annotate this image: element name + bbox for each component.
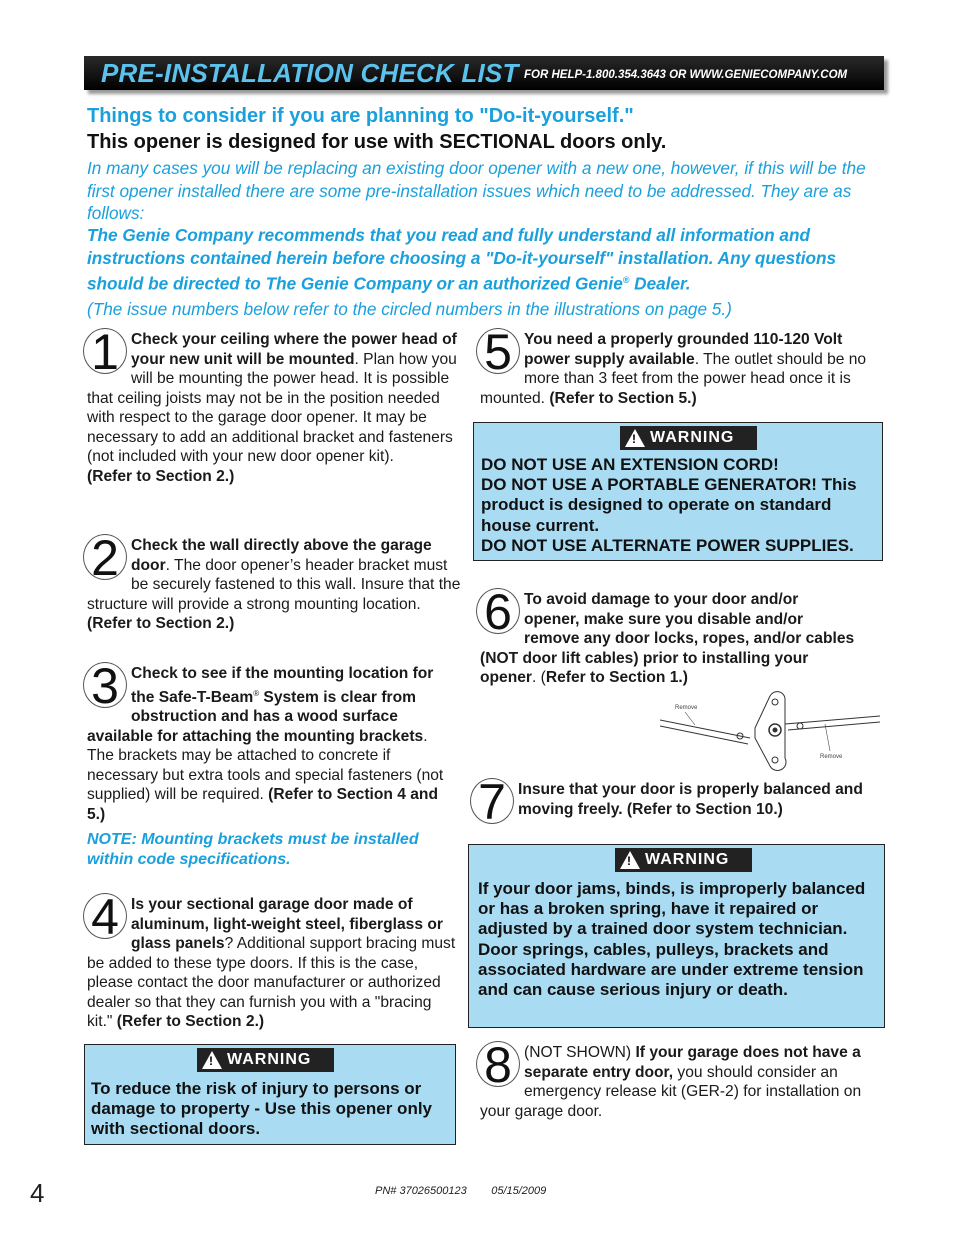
part-number-footer bbox=[375, 1185, 546, 1197]
checklist-item-8 bbox=[480, 1037, 883, 1121]
number-5: 5 bbox=[476, 328, 520, 374]
item-heading-cont: System is clear from obstruction and has a wood surface available for attaching the mounting brackets bbox=[87, 688, 424, 745]
page-number: 4 bbox=[30, 1178, 45, 1208]
intro-paragraph: In many cases you will be replacing an existing door opener with a new one, however, if this will be the first opener installed there are some pre-installation issues which need to be addressed. They are as follows: bbox=[87, 158, 866, 223]
item-prefix: (NOT SHOWN) bbox=[524, 1044, 636, 1061]
callout-right bbox=[825, 724, 830, 751]
mounting-note: NOTE: Mounting brackets must be installed within code specifications. bbox=[87, 831, 419, 868]
item-heading: You need a properly grounded 110-120 Volt power supply available bbox=[524, 331, 843, 368]
number-1: 1 bbox=[83, 328, 127, 374]
issue-note: (The issue numbers below refer to the circled numbers in the illustrations on page 5.) bbox=[87, 299, 732, 319]
warning-line: DO NOT USE A PORTABLE GENERATOR! This product is designed to operate on standard house current. bbox=[481, 475, 857, 535]
print-date: 05/15/2009 bbox=[491, 1185, 547, 1197]
intro-heading: This opener is designed for use with SECTIONAL doors only. bbox=[87, 131, 667, 153]
warning-icon: ! bbox=[625, 429, 645, 447]
recommendation-end: Dealer. bbox=[629, 273, 691, 294]
item-heading: If your garage does not have a separate entry door, bbox=[524, 1044, 861, 1081]
hole-top bbox=[772, 699, 778, 705]
warning-icon: ! bbox=[620, 851, 640, 869]
header-banner bbox=[84, 56, 884, 90]
page-title: PRE-INSTALLATION CHECK LIST bbox=[101, 58, 519, 88]
circled-number bbox=[83, 324, 127, 380]
item-heading: Check your ceiling where the power head of your new unit will be mounted bbox=[131, 331, 457, 368]
registered-mark: ® bbox=[622, 275, 630, 285]
warning-power-box bbox=[473, 422, 883, 561]
number-3: 3 bbox=[83, 662, 127, 708]
checklist-item-2 bbox=[87, 530, 463, 634]
checklist-item-4 bbox=[87, 889, 459, 1032]
checklist-item-3 bbox=[87, 658, 455, 824]
recommendation-text: The Genie Company recommends that you read and fully understand all information and instructions contained herein before choosing a "Do-it-yourself" installation. Any questions should be directed to The Genie Company or an authorized Genie bbox=[87, 225, 837, 294]
help-contact: FOR HELP-1.800.354.3643 OR WWW.GENIECOMPANY.COM bbox=[524, 69, 848, 81]
item-heading: Is your sectional garage door made of aluminum, light-weight steel, fiberglass or glass panels bbox=[131, 896, 443, 952]
warning-door-box bbox=[468, 844, 885, 1028]
warning-power-text bbox=[481, 455, 881, 556]
item-text: . ( bbox=[532, 669, 546, 686]
intro-subheading: Things to consider if you are planning to "Do-it-yourself." bbox=[87, 105, 634, 127]
item-text: . The door opener’s header bracket must be securely fastened to this wall. Insure that the structure will provide a strong mounting location. bbox=[87, 556, 461, 613]
item-text: . The outlet should be no more than 3 feet from the power head once it is mounted. bbox=[480, 350, 867, 407]
item-reference: (Refer to Section 2.) bbox=[116, 1013, 265, 1030]
warning-door-text: If your door jams, binds, is improperly balanced or has a broken spring, have it repaired or adjusted by a trained door system technician. Door springs, cables, pulleys, brackets and associated hardware are under extreme tension and can cause serious injury or death. bbox=[478, 879, 866, 1000]
part-number: PN# 37026500123 bbox=[375, 1185, 467, 1197]
item-heading: Insure that your door is properly balanced and moving freely. (Refer to Section 10.) bbox=[518, 781, 863, 818]
item-reference: (Refer to Section 2.) bbox=[87, 615, 235, 632]
item-reference: (Refer to Section 5.) bbox=[549, 389, 697, 407]
link-right bbox=[797, 723, 803, 729]
warning-sectional-box bbox=[84, 1044, 456, 1145]
registered-mark: ® bbox=[253, 688, 260, 698]
circled-number bbox=[83, 658, 127, 714]
circled-number bbox=[83, 889, 127, 945]
checklist-item-1 bbox=[87, 324, 457, 486]
circled-number bbox=[476, 324, 520, 380]
item-text: . The brackets may be attached to concrete if necessary but extra tools and special fasteners (not supplied) will be required. bbox=[87, 727, 444, 804]
warning-sectional-text: To reduce the risk of injury to persons or damage to property - Use this opener only with sectional doors. bbox=[91, 1079, 433, 1139]
warning-label-text: WARNING bbox=[650, 429, 735, 446]
recommendation bbox=[87, 224, 897, 295]
item-reference: (Refer to Section 4 and 5.) bbox=[87, 786, 438, 823]
checklist-item-7 bbox=[474, 774, 874, 830]
circled-number bbox=[83, 530, 127, 586]
warning-label-text: WARNING bbox=[645, 851, 730, 868]
remove-label-left: Remove bbox=[675, 705, 698, 711]
remove-label-right: Remove bbox=[820, 754, 843, 760]
checklist-item-6 bbox=[480, 584, 855, 688]
warning-label bbox=[615, 848, 752, 872]
item-reference: Refer to Section 1.) bbox=[545, 669, 688, 686]
warning-label-text: WARNING bbox=[227, 1051, 312, 1068]
circled-number bbox=[476, 1037, 520, 1093]
hole-bottom bbox=[772, 757, 778, 763]
item-text: . Plan how you will be mounting the power head. It is possible that ceiling joists may not be in the position needed with respect to the garage door opener. It may be necessary to add an additional bracket and fasteners (not included with your new door opener kit). bbox=[87, 350, 457, 465]
warning-label bbox=[620, 426, 757, 450]
warning-icon: ! bbox=[202, 1051, 222, 1069]
lock-hub-center bbox=[773, 728, 778, 733]
item-text: you should consider an emergency release kit (GER-2) for installation on your garage door. bbox=[480, 1063, 862, 1120]
item-text: ? Additional support bracing must be added to these type doors. If this is the case, please contact the door manufacturer or authorized dealer so that they can furnish you with a "bracing kit." bbox=[87, 935, 456, 1030]
lock-removal-illustration bbox=[660, 688, 880, 772]
number-6: 6 bbox=[476, 588, 520, 634]
warning-line: DO NOT USE AN EXTENSION CORD! bbox=[481, 455, 779, 474]
warning-label bbox=[197, 1048, 334, 1072]
circled-number bbox=[470, 774, 514, 830]
number-2: 2 bbox=[83, 534, 127, 580]
warning-line: DO NOT USE ALTERNATE POWER SUPPLIES. bbox=[481, 535, 854, 555]
number-8: 8 bbox=[476, 1041, 520, 1087]
number-7: 7 bbox=[470, 778, 514, 824]
number-4: 4 bbox=[83, 893, 127, 939]
checklist-item-5 bbox=[480, 324, 878, 408]
item-heading: Check to see if the mounting location for the Safe-T-Beam bbox=[131, 665, 434, 706]
item-reference: (Refer to Section 2.) bbox=[87, 467, 235, 485]
callout-left bbox=[685, 712, 695, 725]
item-heading: Check the wall directly above the garage door bbox=[131, 537, 432, 574]
circled-number bbox=[476, 584, 520, 640]
item-heading: To avoid damage to your door and/or opener, make sure you disable and/or remove any door locks, ropes, and/or cables (NOT door lift cables) prior to installing your opener bbox=[480, 591, 855, 686]
